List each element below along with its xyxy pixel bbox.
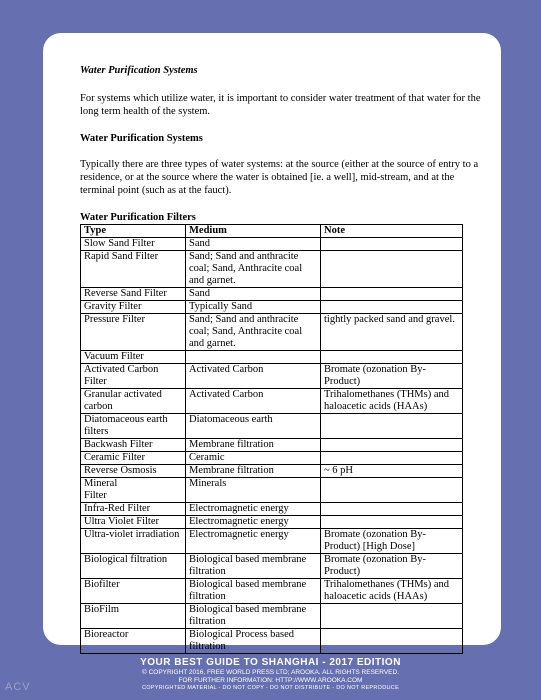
cell-type: Slow Sand Filter — [81, 238, 186, 251]
cell-medium: Electromagnetic energy — [186, 503, 321, 516]
cell-medium: Sand — [186, 238, 321, 251]
table-row — [81, 465, 463, 478]
table-row — [81, 288, 463, 301]
section-title: Water Purification Systems — [80, 65, 198, 76]
table-row — [81, 478, 463, 503]
table-header-row — [81, 225, 463, 238]
cell-note: ~ 6 pH — [321, 465, 463, 478]
cell-type: Mineral Filter — [81, 478, 186, 503]
cell-type: Biological filtration — [81, 554, 186, 579]
cell-medium: Activated Carbon — [186, 389, 321, 414]
table-row — [81, 529, 463, 554]
cell-note — [321, 238, 463, 251]
header-type: Type — [81, 225, 186, 238]
cell-note: Trihalomethanes (THMs) and haloacetic acids (HAAs) — [321, 579, 463, 604]
table-row — [81, 238, 463, 251]
cell-medium: Diatomaceous earth — [186, 414, 321, 439]
intro-paragraph: For systems which utilize water, it is important to consider water treatment of that water for the long term health of the system. — [80, 93, 481, 117]
cell-note — [321, 439, 463, 452]
table-body — [81, 238, 463, 654]
body-paragraph: Typically there are three types of water systems: at the source (either at the source of entry to a residence, or at the source where the water is obtained [ie. a well], mid-stream, and at the terminal point (such as at the fauct). — [80, 159, 479, 196]
subheading: Water Purification Systems — [80, 133, 203, 144]
cell-type: Activated Carbon Filter — [81, 364, 186, 389]
table-row — [81, 314, 463, 351]
cell-note — [321, 351, 463, 364]
footer-copyright: © COPYRIGHT 2016, FREE WORLD PRESS LTD; AROOKA. ALL RIGHTS RESERVED. — [141, 669, 400, 676]
table-row — [81, 554, 463, 579]
cell-medium: Electromagnetic energy — [186, 529, 321, 554]
cell-type: Rapid Sand Filter — [81, 251, 186, 288]
cell-note — [321, 301, 463, 314]
cell-note: Bromate (ozonation By-Product) — [321, 364, 463, 389]
cell-note — [321, 452, 463, 465]
header-note: Note — [321, 225, 463, 238]
cell-medium: Typically Sand — [186, 301, 321, 314]
cell-medium: Biological based membrane filtration — [186, 604, 321, 629]
footer — [0, 656, 541, 692]
cell-medium: Sand — [186, 288, 321, 301]
table-row — [81, 301, 463, 314]
cell-medium: Ceramic — [186, 452, 321, 465]
table-row — [81, 351, 463, 364]
cell-type: Reverse Osmosis — [81, 465, 186, 478]
cell-note — [321, 414, 463, 439]
cell-medium: Membrane filtration — [186, 465, 321, 478]
table-title: Water Purification Filters — [80, 212, 196, 223]
cell-type: Pressure Filter — [81, 314, 186, 351]
cell-medium: Activated Carbon — [186, 364, 321, 389]
cell-note: Bromate (ozonation By-Product) — [321, 554, 463, 579]
cell-note — [321, 604, 463, 629]
cell-medium: Membrane filtration — [186, 439, 321, 452]
cell-type: Ceramic Filter — [81, 452, 186, 465]
cell-medium: Sand; Sand and anthracite coal; Sand, Anthracite coal and garnet. — [186, 251, 321, 288]
cell-note — [321, 516, 463, 529]
cell-type: BioFilm — [81, 604, 186, 629]
table-row — [81, 414, 463, 439]
cell-type: Biofilter — [81, 579, 186, 604]
document-page — [43, 33, 501, 652]
cell-note — [321, 251, 463, 288]
cell-medium: Biological based membrane filtration — [186, 579, 321, 604]
cell-medium: Electromagnetic energy — [186, 516, 321, 529]
watermark: ACV — [5, 681, 31, 693]
cell-type: Infra-Red Filter — [81, 503, 186, 516]
table-row — [81, 604, 463, 629]
cell-note — [321, 478, 463, 503]
cell-medium: Sand; Sand and anthracite coal; Sand, Anthracite coal and garnet. — [186, 314, 321, 351]
table-row — [81, 251, 463, 288]
cell-type: Diatomaceous earth filters — [81, 414, 186, 439]
footer-info: FOR FURTHER INFORMATION: HTTP://WWW.AROOKA.COM — [178, 677, 363, 684]
table-row — [81, 389, 463, 414]
table-row — [81, 579, 463, 604]
cell-medium — [186, 351, 321, 364]
cell-note — [321, 288, 463, 301]
footer-notice: COPYRIGHTED MATERIAL - DO NOT COPY - DO NOT DISTRIBUTE - DO NOT REPRODUCE — [141, 685, 400, 691]
cell-note — [321, 503, 463, 516]
filters-table — [80, 224, 463, 654]
cell-type: Vacuum Filter — [81, 351, 186, 364]
cell-medium: Biological Process based filtration — [186, 629, 321, 654]
cell-type: Ultra-violet irradiation — [81, 529, 186, 554]
table-row — [81, 503, 463, 516]
table-row — [81, 516, 463, 529]
cell-type: Bioreactor — [81, 629, 186, 654]
header-medium: Medium — [186, 225, 321, 238]
table-row — [81, 364, 463, 389]
cell-medium: Biological based membrane filtration — [186, 554, 321, 579]
footer-title: YOUR BEST GUIDE TO SHANGHAI - 2017 EDITION — [140, 657, 401, 668]
cell-medium: Minerals — [186, 478, 321, 503]
cell-type: Gravity Filter — [81, 301, 186, 314]
cell-note: Bromate (ozonation By-Product) [High Dose] — [321, 529, 463, 554]
cell-type: Ultra Violet Filter — [81, 516, 186, 529]
table-row — [81, 452, 463, 465]
cell-note — [321, 629, 463, 654]
cell-type: Backwash Filter — [81, 439, 186, 452]
table-row — [81, 439, 463, 452]
cell-note: Trihalomethanes (THMs) and haloacetic acids (HAAs) — [321, 389, 463, 414]
cell-type: Granular activated carbon — [81, 389, 186, 414]
table-row — [81, 629, 463, 654]
cell-type: Reverse Sand Filter — [81, 288, 186, 301]
cell-note: tightly packed sand and gravel. — [321, 314, 463, 351]
